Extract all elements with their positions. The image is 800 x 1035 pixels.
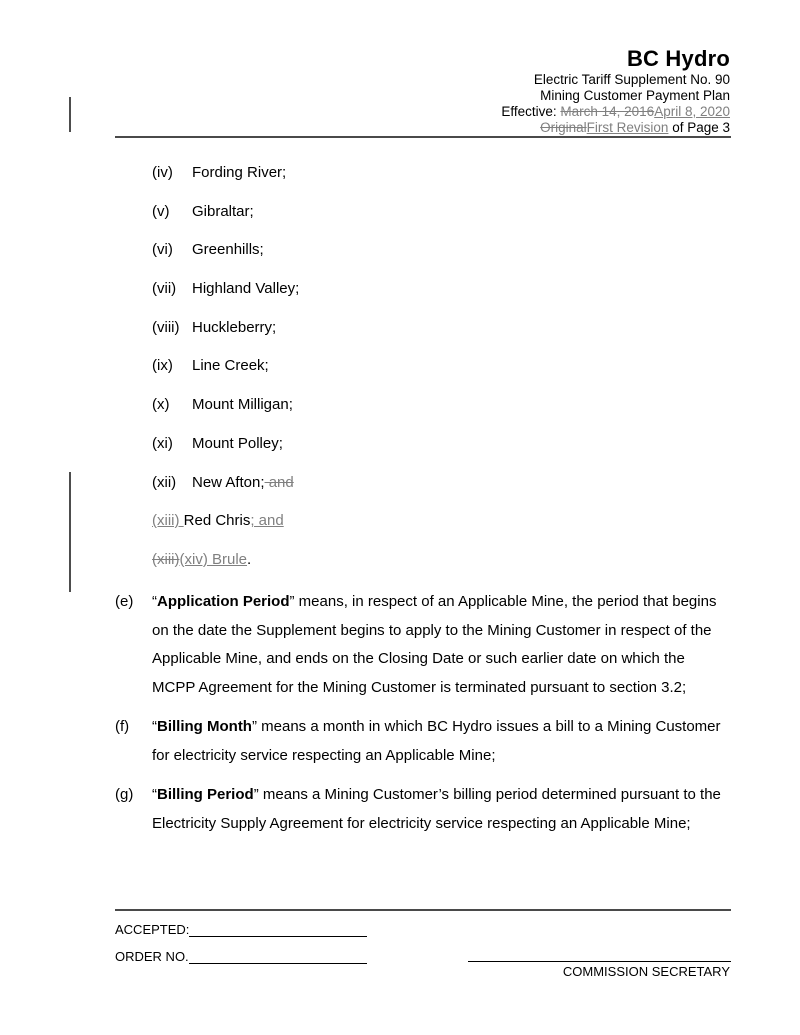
footer-divider	[115, 909, 731, 911]
close-quote: ”	[253, 786, 259, 803]
list-number: (xii)	[152, 473, 177, 491]
open-quote: “	[152, 786, 157, 803]
mine-name: Highland Valley;	[192, 280, 300, 298]
list-item	[152, 397, 299, 413]
list-item	[152, 165, 299, 181]
definition-label: (f)	[115, 718, 130, 735]
commission-secretary-label: COMMISSION SECRETARY	[562, 964, 730, 979]
header-plan-line: Mining Customer Payment Plan	[540, 88, 730, 103]
list-number: (xi)	[152, 434, 173, 452]
inserted-list-number: (xiii)	[152, 512, 184, 530]
definition-label: (g)	[115, 786, 134, 803]
mine-name: Mount Milligan;	[192, 396, 293, 414]
page-number-suffix: of Page 3	[668, 120, 730, 135]
header-revision-line	[501, 120, 730, 136]
list-item	[152, 204, 299, 220]
definition-body: means a Mining Customer’s billing period determined pursuant to the Electricity Supply Agreement for electricity service respecting an Applicable Mine;	[152, 786, 721, 832]
revision-inserted: First Revision	[586, 120, 669, 135]
list-item	[152, 475, 299, 491]
document-header	[501, 46, 730, 136]
definitions-section	[115, 588, 731, 849]
deleted-list-number: (xiii)	[152, 550, 180, 568]
definition-billing-period	[115, 781, 731, 838]
list-item	[152, 358, 299, 374]
close-quote: ”	[251, 718, 257, 735]
inserted-text: (xiv) Brule	[179, 550, 248, 568]
effective-date-inserted: April 8, 2020	[654, 104, 730, 119]
mine-name: Red Chris	[183, 512, 251, 530]
definition-application-period	[115, 588, 731, 702]
definition-text	[152, 713, 731, 770]
defined-term: Billing Period	[157, 786, 254, 803]
mine-name: Greenhills;	[192, 241, 264, 259]
company-name: BC Hydro	[626, 46, 730, 71]
sentence-period: .	[247, 550, 252, 568]
accepted-label: ACCEPTED:	[115, 922, 190, 937]
mine-name: Line Creek;	[192, 357, 269, 375]
header-effective-line	[501, 104, 730, 120]
order-number-blank-line	[189, 949, 367, 964]
header-supplement-line: Electric Tariff Supplement No. 90	[533, 72, 730, 87]
list-item	[152, 281, 299, 297]
definition-body: means a month in which BC Hydro issues a bill to a Mining Customer for electricity service respecting an Applicable Mine;	[152, 718, 721, 764]
definition-text	[152, 781, 731, 838]
mine-name: Gibraltar;	[192, 202, 254, 220]
list-item	[152, 320, 299, 336]
open-quote: “	[152, 718, 157, 735]
change-bar-header	[69, 97, 71, 132]
mine-name: New Afton;	[192, 473, 265, 491]
list-number: (ix)	[152, 357, 173, 375]
list-number: (v)	[152, 202, 170, 220]
secretary-signature-line	[468, 961, 731, 962]
order-number-label: ORDER NO.	[115, 949, 189, 964]
mine-name: Fording River;	[192, 164, 287, 181]
close-quote: ”	[289, 593, 295, 610]
deleted-text: and	[264, 473, 294, 491]
inserted-text: ; and	[250, 512, 284, 530]
definition-billing-month	[115, 713, 731, 770]
list-number: (viii)	[152, 318, 180, 336]
accepted-row	[115, 922, 367, 938]
change-bar-list	[69, 472, 71, 592]
mine-name: Huckleberry;	[192, 318, 277, 336]
definition-text	[152, 588, 731, 702]
definition-body: means, in respect of an Applicable Mine, the period that begins on the date the Supplement begins to apply to the Mining Customer in respect of the Applicable Mine, and ends on the Closing Date or such earlier date on which the MCPP Agreement for the Mining Customer is terminated pursuant to section 3.2;	[152, 593, 717, 696]
effective-date-deleted: March 14, 2016	[560, 104, 655, 119]
revision-deleted: Original	[540, 120, 587, 135]
definition-label: (e)	[115, 593, 134, 610]
header-divider	[115, 136, 731, 138]
mine-name: Mount Polley;	[192, 434, 283, 452]
list-number: (iv)	[152, 164, 173, 181]
defined-term: Application Period	[157, 593, 290, 610]
effective-label: Effective:	[501, 104, 561, 119]
list-number: (x)	[152, 396, 170, 414]
accepted-blank-line	[189, 922, 367, 937]
mine-list	[152, 165, 299, 591]
defined-term: Billing Month	[157, 718, 252, 735]
list-item	[152, 436, 299, 452]
list-item-revised	[152, 552, 299, 568]
list-number: (vii)	[152, 280, 177, 298]
list-item	[152, 242, 299, 258]
open-quote: “	[152, 593, 157, 610]
order-number-row	[115, 949, 367, 965]
list-number: (vi)	[152, 241, 173, 259]
list-item-revised	[152, 513, 299, 529]
